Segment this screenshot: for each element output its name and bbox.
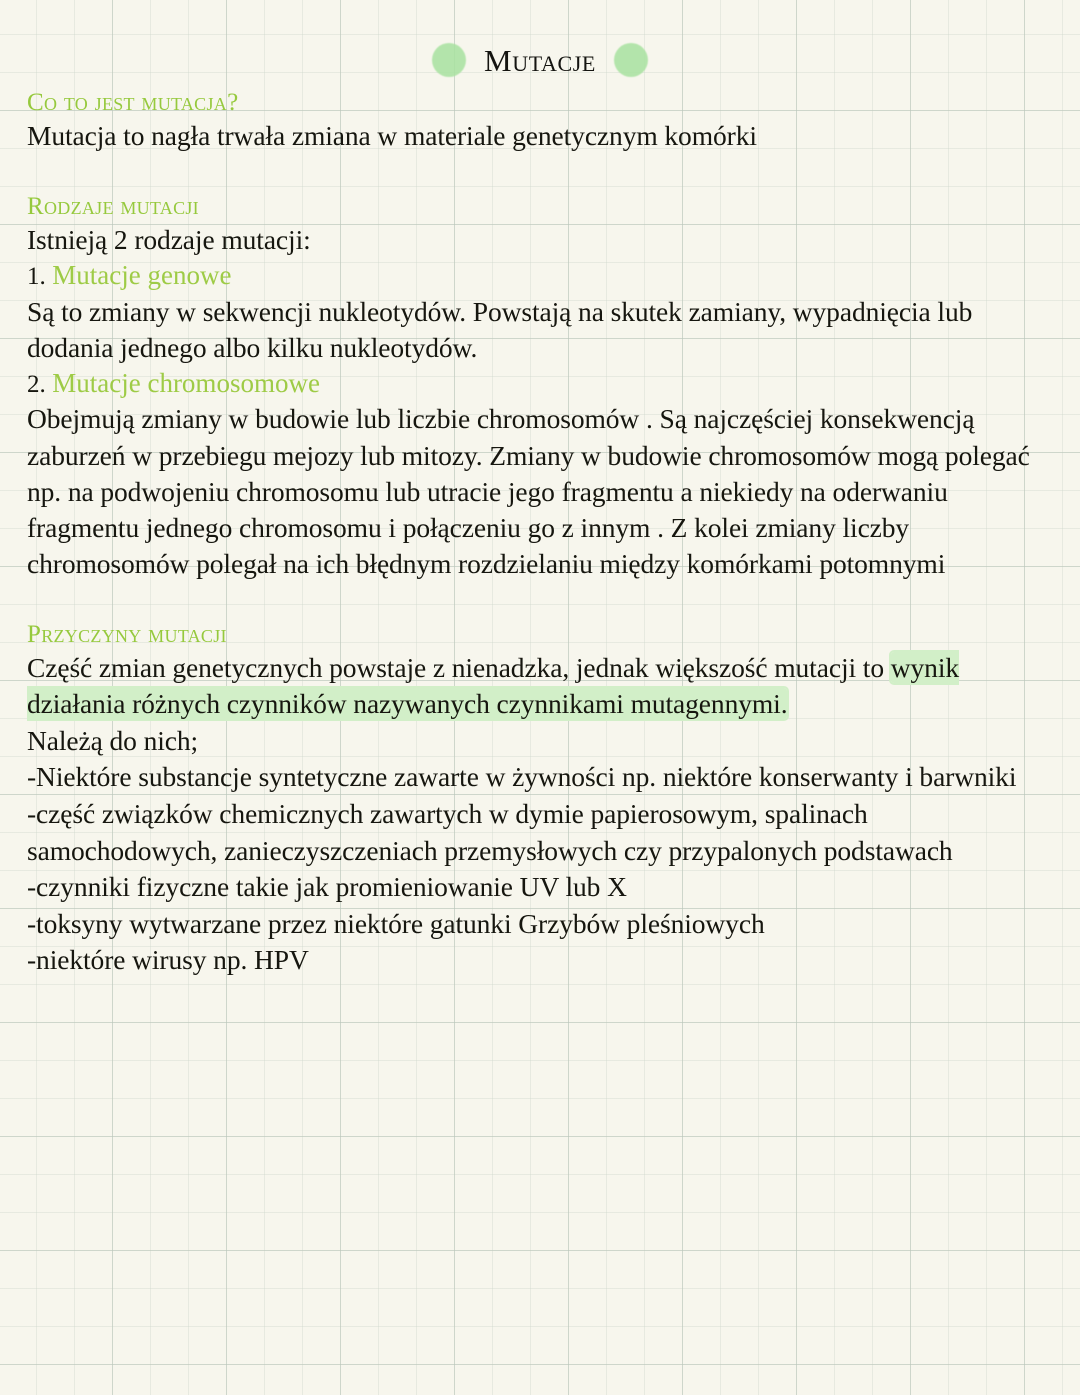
mutation-type-2-body: Obejmują zmiany w budowie lub liczbie chromosomów . Są najczęściej konsekwencją zaburzeń w przebiegu mejozy lub mitozy. Zmiany w budowie chromosomów mogą polegać np. na podwojeniu chromosomu lub utracie jego fragmentu a niekiedy na oderwaniu fragmentu jednego chromosomu i połączeniu go z innym . Z kolei zmiany liczby chromosomów polegał na ich błędnym rozdzielaniu między komórkami potomnymi: [27, 403, 1030, 580]
mutation-type-2-label: Mutacje chromosomowe: [52, 367, 320, 398]
causes-body-highlighted: wynik działania różnych czynników nazywanych czynnikami mutagennymi.: [27, 651, 960, 720]
mutation-type-1-body: Są to zmiany w sekwencji nukleotydów. Powstają na skutek zamiany, wypadnięcia lub dodania jednego albo kilku nukleotydów.: [27, 295, 973, 363]
green-blob-right-icon: [614, 43, 648, 77]
mutation-type-2-title: [27, 366, 1057, 402]
causes-lead-in: Należą do nich;: [27, 724, 199, 756]
causes-body-plain: Część zmian genetycznych powstaje z nienadzka, jednak większość mutacji to: [27, 651, 891, 683]
list-item: -czynniki fizyczne takie jak promieniowanie UV lub X: [27, 871, 627, 903]
section-heading-causes-of-mutation: Przyczyny mutacji: [27, 621, 227, 649]
mutation-type-2-number: 2.: [27, 370, 46, 398]
note-content: [27, 88, 1057, 979]
page-title: Mutacje: [484, 42, 596, 78]
section-heading-what-is-mutation: Co to jest mutacja?: [27, 89, 239, 116]
mutation-type-1-title: [27, 258, 1057, 294]
mutation-type-1-number: 1.: [27, 263, 46, 291]
spacer: [27, 154, 1057, 192]
section-heading-types-of-mutation: Rodzaje mutacji: [27, 193, 199, 221]
types-intro-text: Istnieją 2 rodzaje mutacji:: [27, 223, 311, 255]
list-item: -niektóre wirusy np. HPV: [27, 944, 309, 976]
causes-body-paragraph: [27, 650, 1057, 723]
section-body-what-is-mutation: Mutacja to nagła trwała zmiana w materiale genetycznym komórki: [27, 119, 757, 151]
list-item: -część związków chemicznych zawartych w dymie papierosowym, spalinach samochodowych, zanieczyszczeniach przemysłowych czy przypalonych podstawach: [27, 797, 953, 866]
mutation-type-1-label: Mutacje genowe: [52, 260, 232, 291]
list-item: -Niektóre substancje syntetyczne zawarte w żywności np. niektóre konserwanty i barwniki: [27, 761, 1017, 793]
list-item: -toksyny wytwarzane przez niektóre gatunki Grzybów pleśniowych: [27, 907, 765, 939]
document-title-row: [0, 34, 1080, 86]
green-blob-left-icon: [432, 43, 466, 77]
causes-bullet-list: [27, 759, 1057, 978]
spacer: [27, 582, 1057, 620]
